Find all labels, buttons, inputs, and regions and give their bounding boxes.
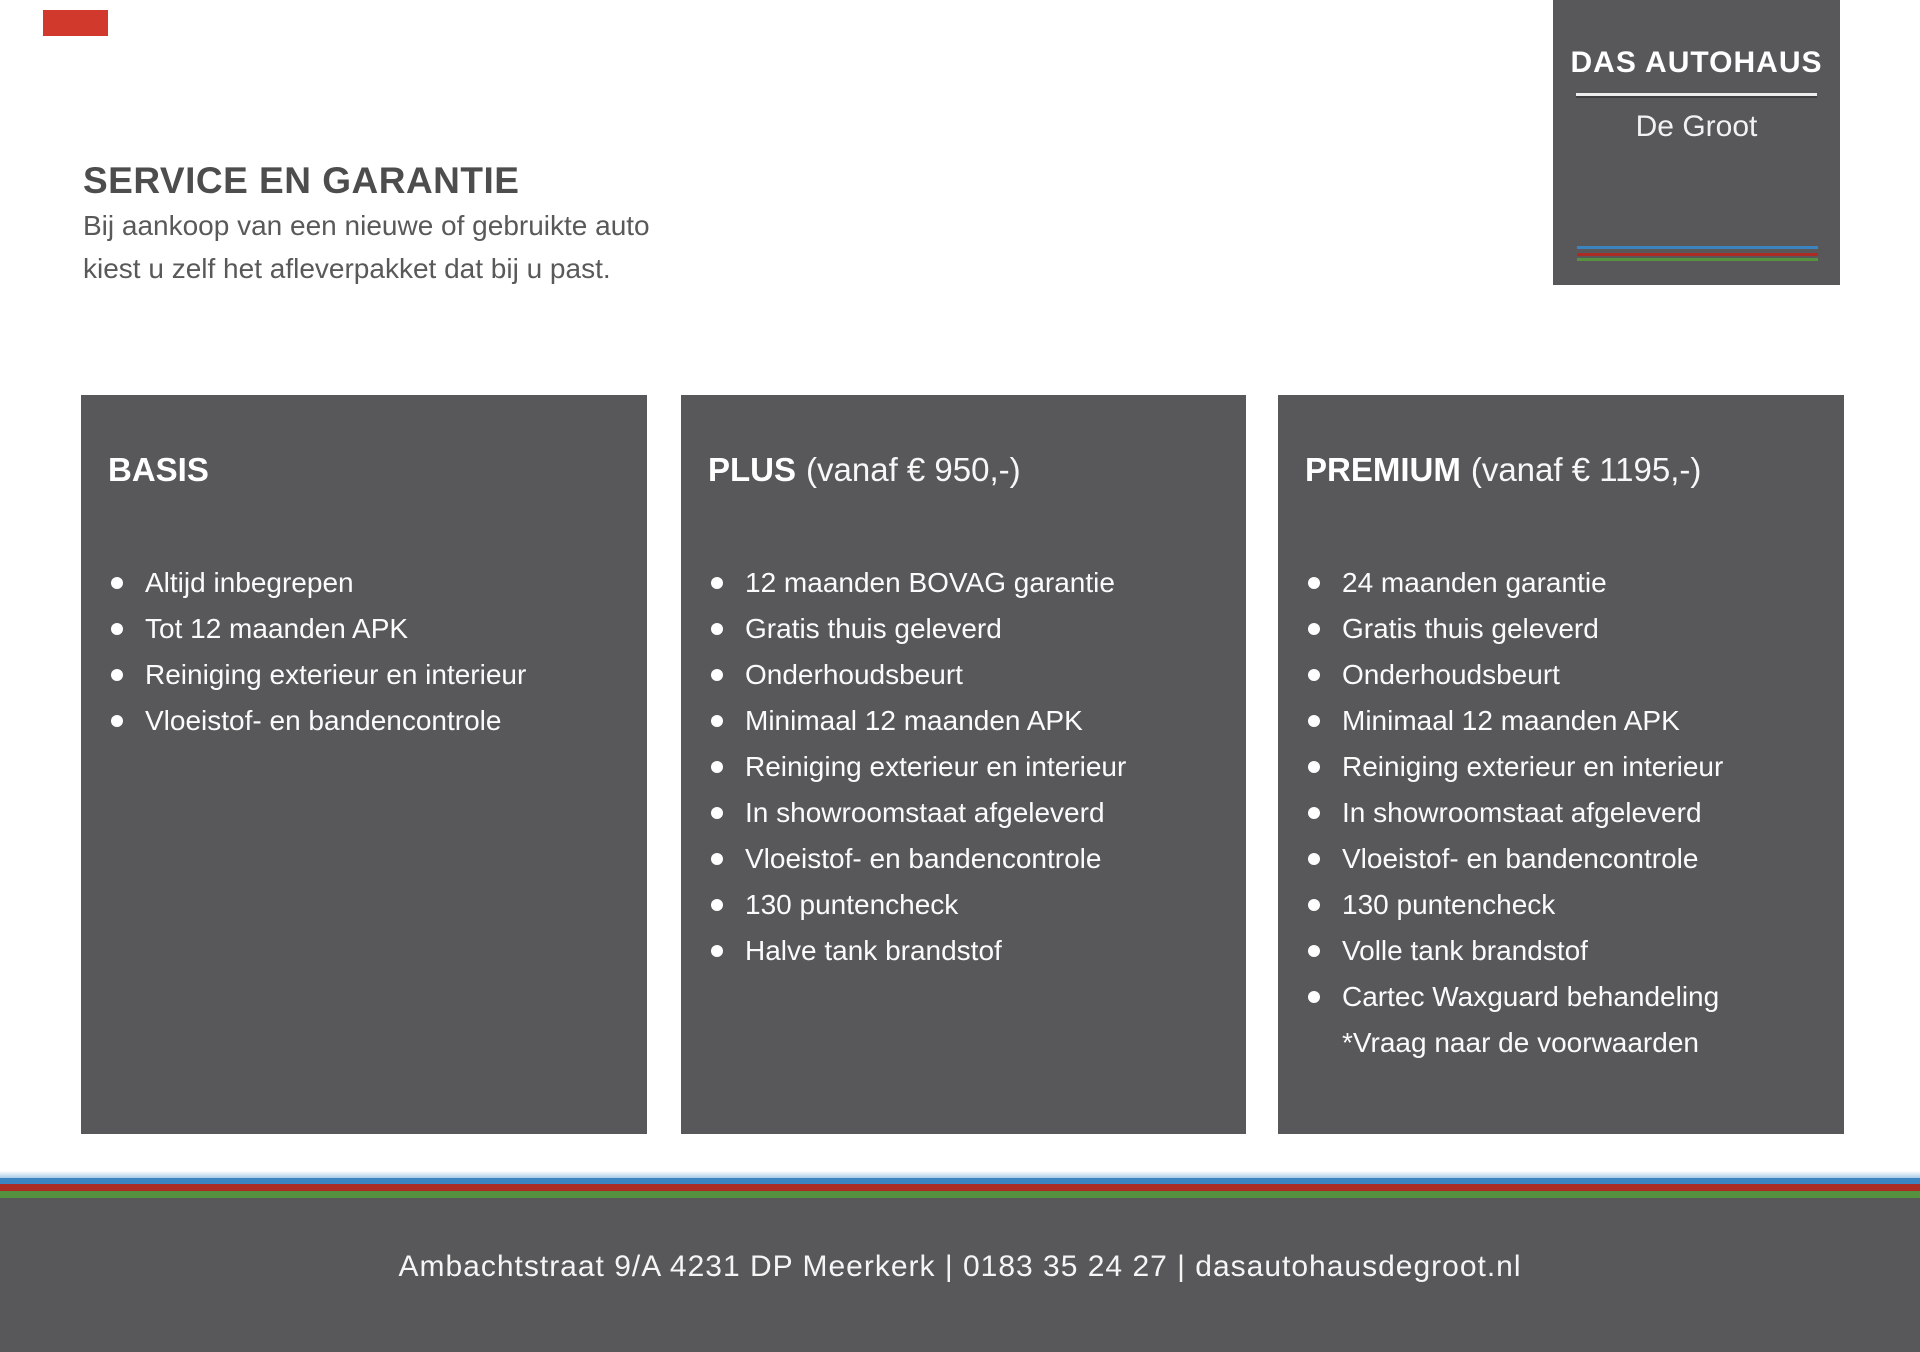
feature-label: Cartec Waxguard behandeling — [1342, 981, 1720, 1012]
red-marker-box — [43, 10, 108, 36]
feature-label: 130 puntencheck — [1342, 889, 1556, 920]
package-feature-item — [711, 652, 1238, 698]
bullet-icon — [1308, 807, 1320, 819]
package-feature-item — [111, 698, 639, 744]
footer-stripe-red — [0, 1184, 1920, 1191]
package-feature-item — [1308, 560, 1836, 606]
package-feature-list — [681, 560, 1246, 974]
dealer-logo — [1553, 0, 1840, 285]
package-feature-item — [711, 882, 1238, 928]
package-title — [1305, 451, 1844, 489]
package-card-premium — [1278, 395, 1844, 1134]
package-title — [108, 451, 647, 489]
bullet-icon — [1308, 899, 1320, 911]
bullet-icon — [711, 715, 723, 727]
package-price: (vanaf € 950,-) — [806, 451, 1021, 488]
bullet-icon — [111, 623, 123, 635]
bullet-icon — [1308, 669, 1320, 681]
bullet-icon — [711, 623, 723, 635]
package-note: *Vraag naar de voorwaarden — [1342, 1027, 1699, 1058]
package-feature-list — [81, 560, 647, 744]
bullet-icon — [111, 715, 123, 727]
package-feature-item — [1308, 928, 1836, 974]
logo-divider-line — [1576, 93, 1817, 96]
feature-label: Reiniging exterieur en interieur — [145, 659, 527, 690]
feature-label: Tot 12 maanden APK — [145, 613, 409, 644]
feature-label: Minimaal 12 maanden APK — [745, 705, 1083, 736]
package-feature-list — [1278, 560, 1844, 1020]
feature-label: Onderhoudsbeurt — [745, 659, 963, 690]
package-feature-item — [711, 744, 1238, 790]
feature-label: Onderhoudsbeurt — [1342, 659, 1560, 690]
package-feature-item — [711, 606, 1238, 652]
package-feature-item — [111, 560, 639, 606]
package-feature-item — [1308, 974, 1836, 1020]
package-name: BASIS — [108, 451, 209, 488]
package-price: (vanaf € 1195,-) — [1470, 451, 1702, 488]
footer-contact-text: Ambachtstraat 9/A 4231 DP Meerkerk | 0183 35 24 27 | dasautohausdegroot.nl — [398, 1250, 1522, 1283]
bullet-icon — [1308, 623, 1320, 635]
package-feature-item — [1308, 836, 1836, 882]
package-feature-item — [1308, 698, 1836, 744]
logo-brand-text: DAS AUTOHAUS — [1570, 46, 1823, 79]
feature-label: Halve tank brandstof — [745, 935, 1002, 966]
feature-label: Reiniging exterieur en interieur — [745, 751, 1127, 782]
bullet-icon — [1308, 761, 1320, 773]
package-name: PREMIUM — [1305, 451, 1461, 488]
package-feature-item — [111, 652, 639, 698]
bullet-icon — [711, 853, 723, 865]
package-feature-item — [711, 560, 1238, 606]
bullet-icon — [711, 761, 723, 773]
page-title: SERVICE EN GARANTIE — [83, 160, 520, 201]
bullet-icon — [711, 577, 723, 589]
feature-label: Volle tank brandstof — [1342, 935, 1588, 966]
page-subtitle-line2: kiest u zelf het afleverpakket dat bij u past. — [83, 253, 611, 284]
footer-stripe-fade — [0, 1171, 1920, 1178]
package-feature-item — [1308, 606, 1836, 652]
bullet-icon — [711, 669, 723, 681]
feature-label: Gratis thuis geleverd — [1342, 613, 1599, 644]
package-feature-item — [711, 928, 1238, 974]
package-feature-item — [111, 606, 639, 652]
feature-label: 130 puntencheck — [745, 889, 959, 920]
logo-dealer-name: De Groot — [1635, 110, 1758, 143]
feature-label: Vloeistof- en bandencontrole — [145, 705, 502, 736]
footer-bar — [0, 1198, 1920, 1352]
footer-stripe-green — [0, 1191, 1920, 1198]
bullet-icon — [1308, 991, 1320, 1003]
package-feature-item — [1308, 652, 1836, 698]
bullet-icon — [1308, 577, 1320, 589]
feature-label: Vloeistof- en bandencontrole — [745, 843, 1102, 874]
feature-label: 24 maanden garantie — [1342, 567, 1607, 598]
package-feature-item — [711, 836, 1238, 882]
logo-color-stripes — [1577, 246, 1818, 261]
bullet-icon — [111, 669, 123, 681]
bullet-icon — [1308, 945, 1320, 957]
feature-label: Vloeistof- en bandencontrole — [1342, 843, 1699, 874]
package-card-plus — [681, 395, 1246, 1134]
package-name: PLUS — [708, 451, 797, 488]
package-feature-item — [1308, 882, 1836, 928]
bullet-icon — [711, 807, 723, 819]
feature-label: Altijd inbegrepen — [145, 567, 354, 598]
page-subtitle — [83, 204, 650, 290]
feature-label: Gratis thuis geleverd — [745, 613, 1002, 644]
bullet-icon — [1308, 853, 1320, 865]
bullet-icon — [1308, 715, 1320, 727]
feature-label: 12 maanden BOVAG garantie — [745, 567, 1115, 598]
bullet-icon — [111, 577, 123, 589]
logo-stripe-green — [1577, 258, 1818, 261]
feature-label: Reiniging exterieur en interieur — [1342, 751, 1724, 782]
package-title — [708, 451, 1246, 489]
package-feature-item — [711, 698, 1238, 744]
package-feature-item — [1308, 790, 1836, 836]
package-feature-item — [1308, 744, 1836, 790]
bullet-icon — [711, 945, 723, 957]
feature-label: Minimaal 12 maanden APK — [1342, 705, 1680, 736]
feature-label: In showroomstaat afgeleverd — [745, 797, 1105, 828]
feature-label: In showroomstaat afgeleverd — [1342, 797, 1702, 828]
page-subtitle-line1: Bij aankoop van een nieuwe of gebruikte auto — [83, 210, 650, 241]
package-card-basis — [81, 395, 647, 1134]
package-feature-item — [711, 790, 1238, 836]
bullet-icon — [711, 899, 723, 911]
